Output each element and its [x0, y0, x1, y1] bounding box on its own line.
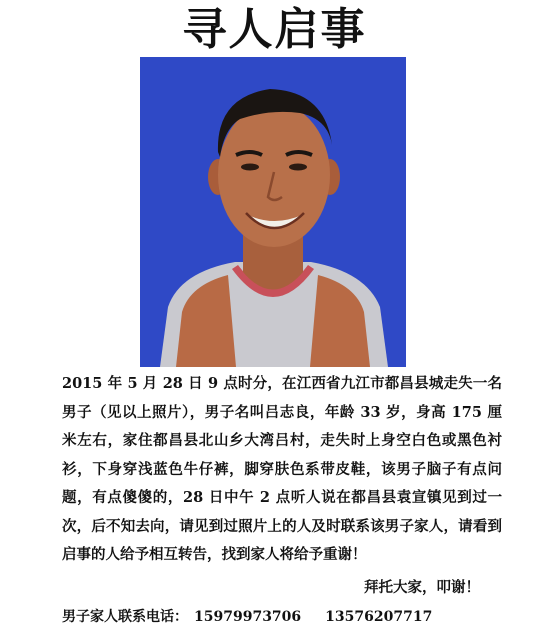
missing-person-photo — [140, 57, 406, 367]
contact-label: 男子家人联系电话： — [62, 609, 188, 625]
notice-text: 2015 年 5 月 28 日 9 点时分，在江西省九江市都昌县城走失一名男子（见以上照片），男子名叫吕志良，年龄 33 岁，身高 175 厘米左右，家住都昌县北山乡大湾吕村，走失时上身空白色或黑色衬衫，下身穿浅蓝色牛仔裤，脚穿肤色系带皮鞋，该男子脑子有点问题，有点傻傻的，28 日中午 2 点听人说在都昌县袁宣镇见到过一次，后不知去向，请见到过照片上的人及时联系该男子家人，请看到启事的人给予相互转告，找到家人将给予重谢！ — [62, 375, 502, 563]
contact-line — [62, 605, 432, 629]
portrait-illustration — [140, 57, 406, 367]
thanks-line: 拜托大家，叩谢！ — [364, 579, 480, 596]
phone-number-1: 15979973706 — [194, 609, 302, 625]
poster-title: 寻人启事 — [182, 4, 367, 55]
phone-number-2: 13576207717 — [325, 609, 433, 625]
notice-body — [62, 370, 502, 570]
